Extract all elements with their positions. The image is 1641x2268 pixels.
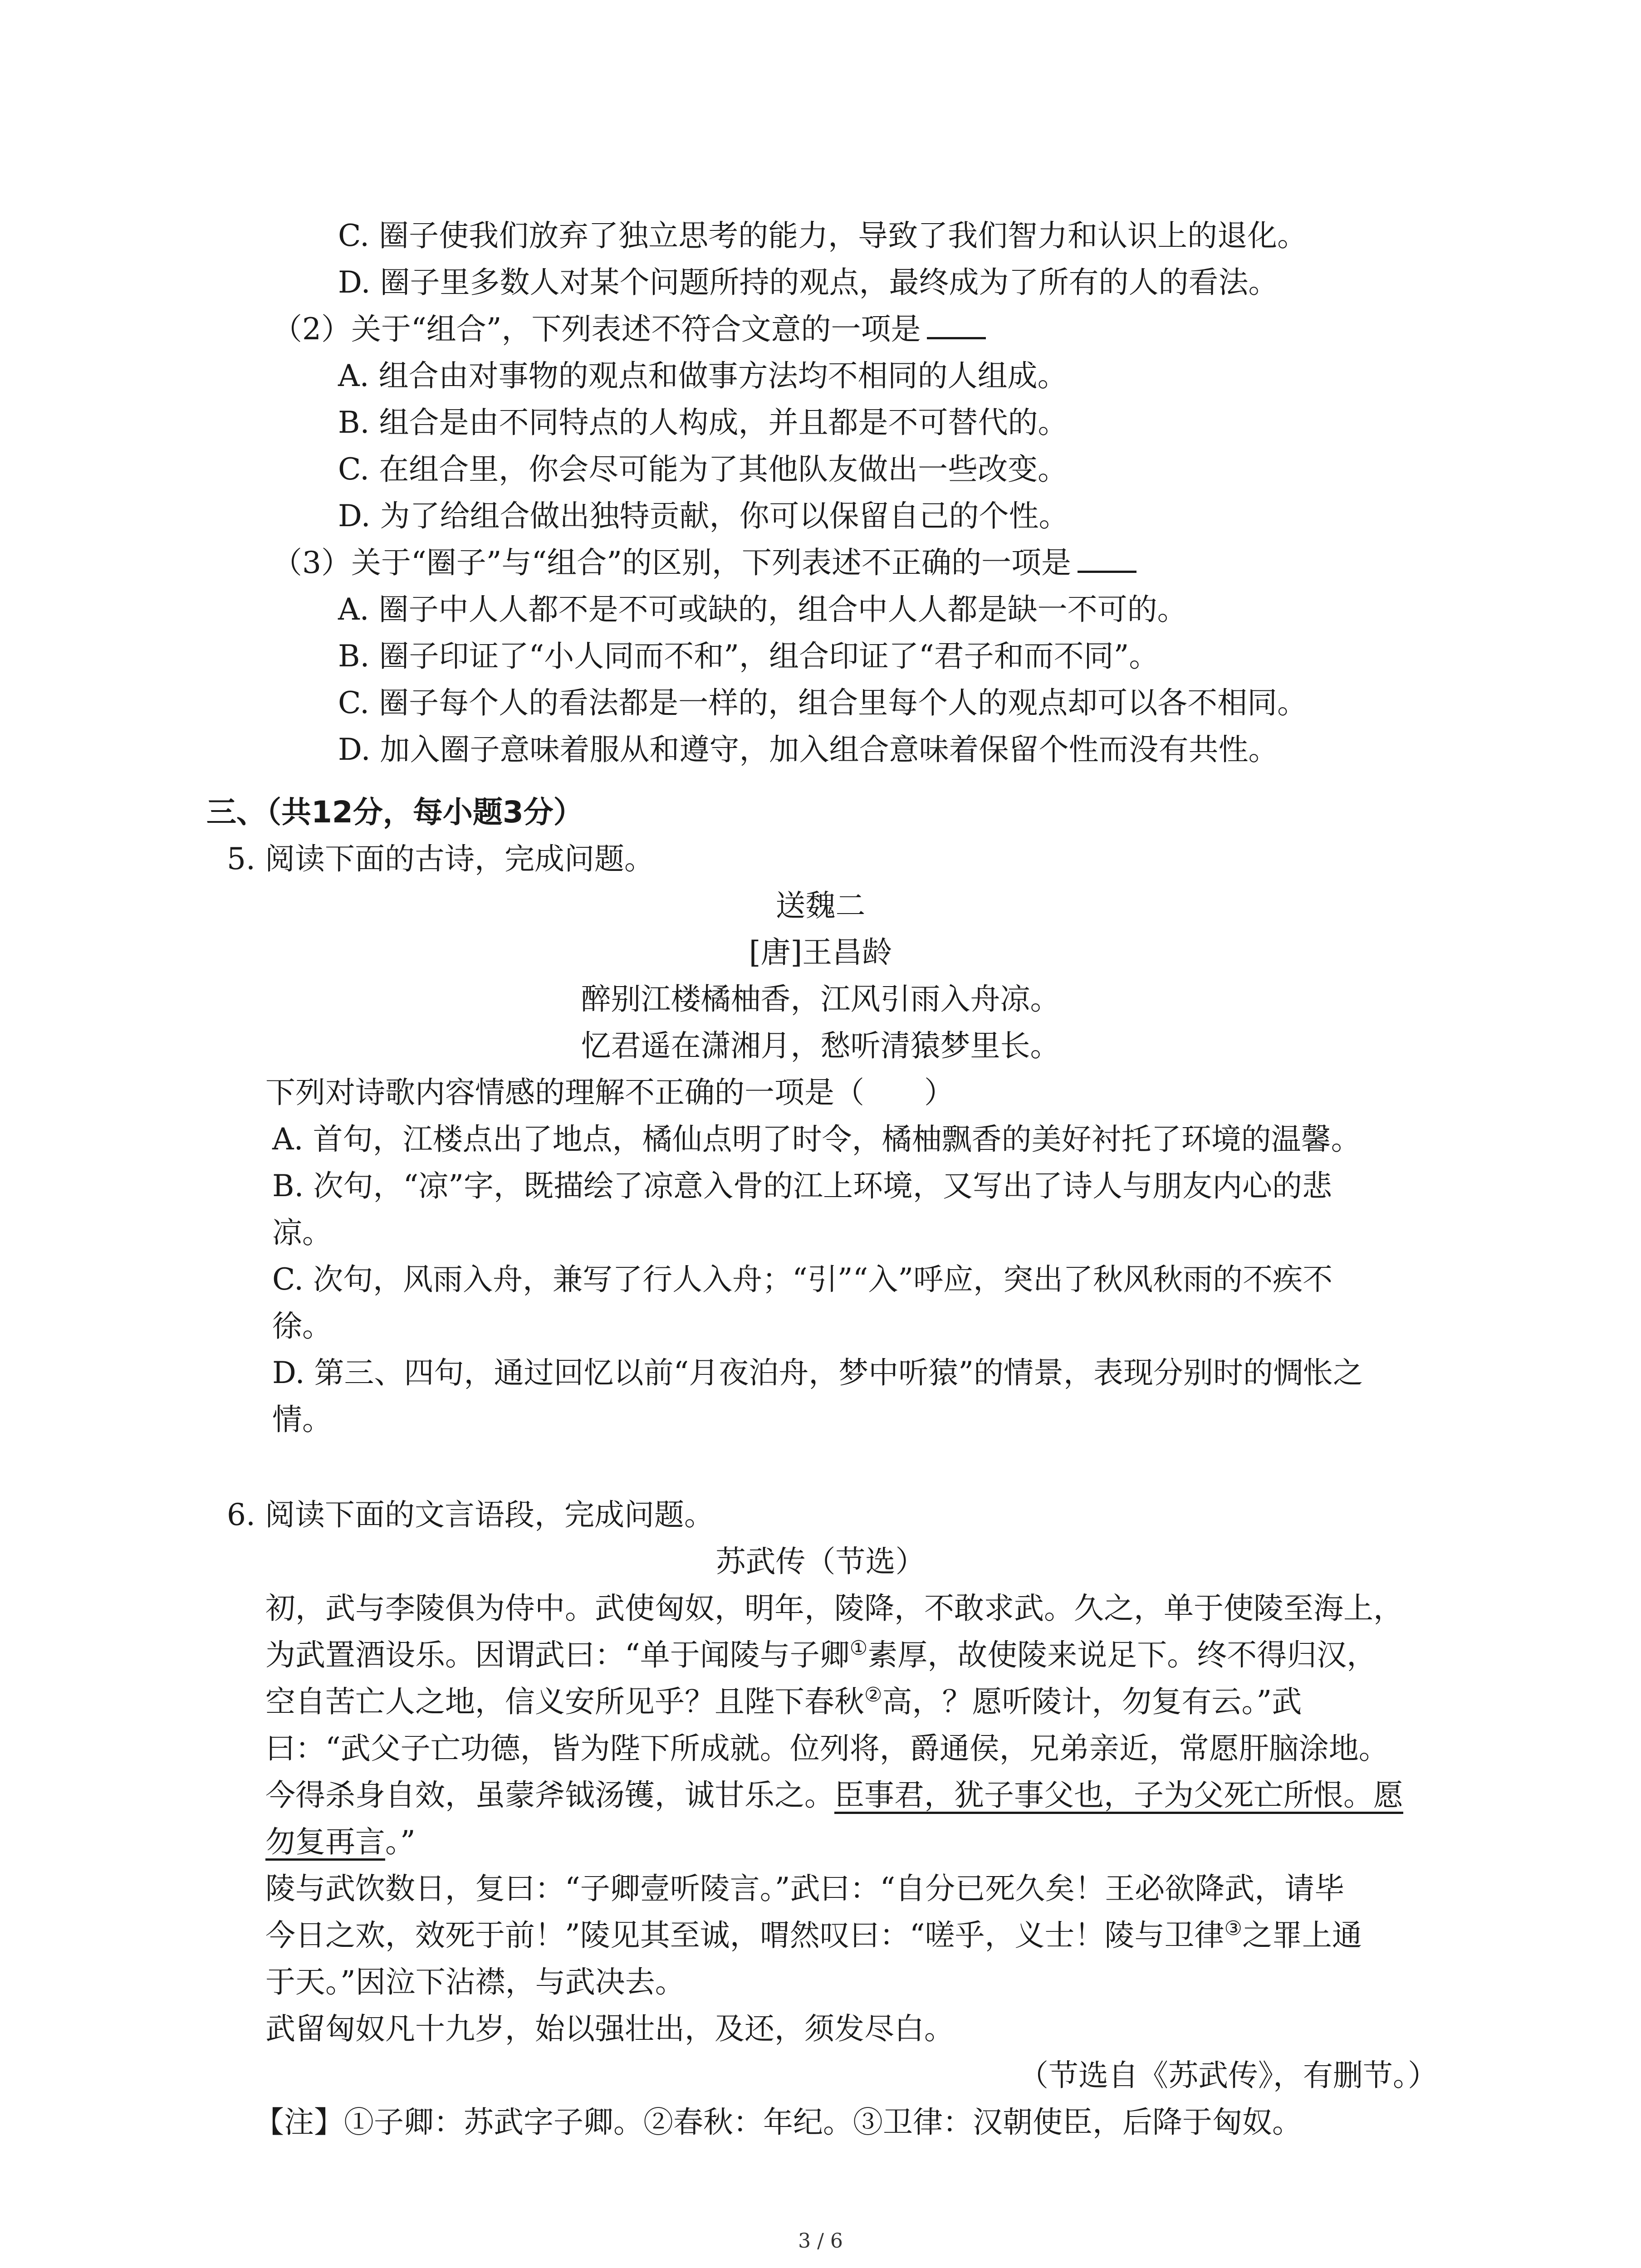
option-a-q2: A. 组合由对事物的观点和做事方法均不相同的人组成。: [338, 358, 1068, 393]
notes-label: 【注】: [254, 2105, 344, 2140]
note-marker-3: ③: [853, 2105, 883, 2140]
page-number: 3 / 6: [798, 2229, 843, 2253]
option-d-q5: D. 第三、四句，通过回忆以前“月夜泊舟，梦中听猿”的情景，表现分别时的惆怅之: [272, 1355, 1363, 1390]
passage-text: 。”: [385, 1824, 416, 1859]
poem-author: [唐]王昌龄: [749, 935, 892, 970]
underlined-sentence: 勿复再言: [265, 1824, 385, 1859]
note-3: 卫律：汉朝使臣，后降于匈奴。: [883, 2105, 1302, 2140]
question-5: 5. 阅读下面的古诗，完成问题。: [227, 841, 654, 876]
note-marker-2: ②: [643, 2105, 673, 2140]
option-b-q5-cont: 凉。: [272, 1215, 332, 1250]
question-3: [272, 540, 1136, 586]
note-marker-2: ②: [864, 1683, 882, 1706]
passage-text: 之罪上通: [1242, 1918, 1362, 1953]
option-a-q3: A. 圈子中人人都不是不可或缺的，组合中人人都是缺一不可的。: [338, 592, 1187, 627]
note-1: 子卿：苏武字子卿。: [374, 2105, 643, 2140]
passage-line: [265, 1633, 1376, 1678]
passage-text: 素厚，故使陵来说足下。终不得归汉，: [867, 1637, 1377, 1672]
passage-line: 初，武与李陵俱为侍中。武使匈奴，明年，陵降，不敢求武。久之，单于使陵至海上，: [265, 1591, 1403, 1626]
note-marker-3: ③: [1224, 1917, 1242, 1940]
passage-notes: [254, 2100, 1302, 2145]
passage-line: [265, 1679, 1302, 1725]
option-d-q1: D. 圈子里多数人对某个问题所持的观点，最终成为了所有的人的看法。: [338, 265, 1279, 300]
question-3-text: （3）关于“圈子”与“组合”的区别，下列表述不正确的一项是: [272, 545, 1071, 580]
option-c-q5-cont: 徐。: [272, 1309, 332, 1344]
poem-line-1: 醉别江楼橘柚香，江风引雨入舟凉。: [581, 982, 1060, 1017]
note-marker-1: ①: [849, 1637, 868, 1660]
option-d-q2: D. 为了给组合做出独特贡献，你可以保留自己的个性。: [338, 499, 1069, 533]
option-b-q3: B. 圈子印证了“小人同而不和”，组合印证了“君子和而不同”。: [338, 639, 1159, 674]
option-c-q5: C. 次句，风雨入舟，兼写了行人入舟；“引”“入”呼应，突出了秋风秋雨的不疾不: [272, 1262, 1333, 1297]
answer-blank[interactable]: [1078, 543, 1136, 573]
option-c-q1: C. 圈子使我们放弃了独立思考的能力，导致了我们智力和认识上的退化。: [338, 218, 1308, 253]
question-6: 6. 阅读下面的文言语段，完成问题。: [227, 1497, 714, 1532]
passage-text: 今得杀身自效，虽蒙斧钺汤镬，诚甘乐之。: [265, 1778, 834, 1813]
passage-line: [265, 1913, 1362, 1958]
underlined-sentence: 臣事君，犹子事父也，子为父死亡所恨。愿: [834, 1778, 1403, 1813]
passage-line: 陵与武饮数日，复曰：“子卿壹听陵言。”武曰：“自分已死久矣！王必欲降武，请毕: [265, 1871, 1345, 1906]
question-2: [272, 307, 986, 352]
option-b-q5: B. 次句，“凉”字，既描绘了凉意入骨的江上环境，又写出了诗人与朋友内心的悲: [272, 1168, 1332, 1203]
option-c-q3: C. 圈子每个人的看法都是一样的，组合里每个人的观点却可以各不相同。: [338, 685, 1308, 720]
passage-text: 空自苦亡人之地，信义安所见乎？且陛下春秋: [265, 1684, 864, 1719]
section-3-heading: 三、（共12分，每小题3分）: [206, 795, 583, 830]
poem-title: 送魏二: [775, 888, 866, 923]
passage-line: 武留匈奴凡十九岁，始以强壮出，及还，须发尽白。: [265, 2011, 954, 2046]
option-d-q5-cont: 情。: [272, 1402, 332, 1437]
passage-text: 今日之欢，效死于前！”陵见其至诚，喟然叹曰：“嗟乎，义士！陵与卫律: [265, 1918, 1225, 1953]
question-2-text: （2）关于“组合”，下列表述不符合文意的一项是: [272, 312, 921, 347]
question-5-stem: 下列对诗歌内容情感的理解不正确的一项是（ ）: [265, 1075, 954, 1110]
poem-line-2: 忆君遥在潇湘月，愁听清猿梦里长。: [581, 1028, 1060, 1063]
note-2: 春秋：年纪。: [673, 2105, 853, 2140]
note-marker-1: ①: [344, 2105, 374, 2140]
passage-text: 为武置酒设乐。因谓武曰：“单于闻陵与子卿: [265, 1637, 850, 1672]
answer-blank[interactable]: [927, 310, 986, 339]
passage-line: 曰：“武父子亡功德，皆为陛下所成就。位列将，爵通侯，兄弟亲近，常愿肝脑涂地。: [265, 1731, 1389, 1766]
option-d-q3: D. 加入圈子意味着服从和遵守，加入组合意味着保留个性而没有共性。: [338, 732, 1279, 767]
passage-line: [265, 1819, 416, 1865]
passage-source: （节选自《苏武传》，有删节。）: [1019, 2058, 1438, 2093]
option-b-q2: B. 组合是由不同特点的人构成，并且都是不可替代的。: [338, 405, 1068, 440]
option-a-q5: A. 首句，江楼点出了地点，橘仙点明了时令，橘柚飘香的美好衬托了环境的温馨。: [272, 1122, 1361, 1157]
passage-title: 苏武传（节选）: [715, 1544, 926, 1579]
passage-text: 高，？愿听陵计，勿复有云。”武: [882, 1684, 1302, 1719]
option-c-q2: C. 在组合里，你会尽可能为了其他队友做出一些改变。: [338, 452, 1068, 487]
passage-line: [265, 1773, 1403, 1818]
passage-line: 于天。”因泣下沾襟，与武决去。: [265, 1965, 685, 1999]
